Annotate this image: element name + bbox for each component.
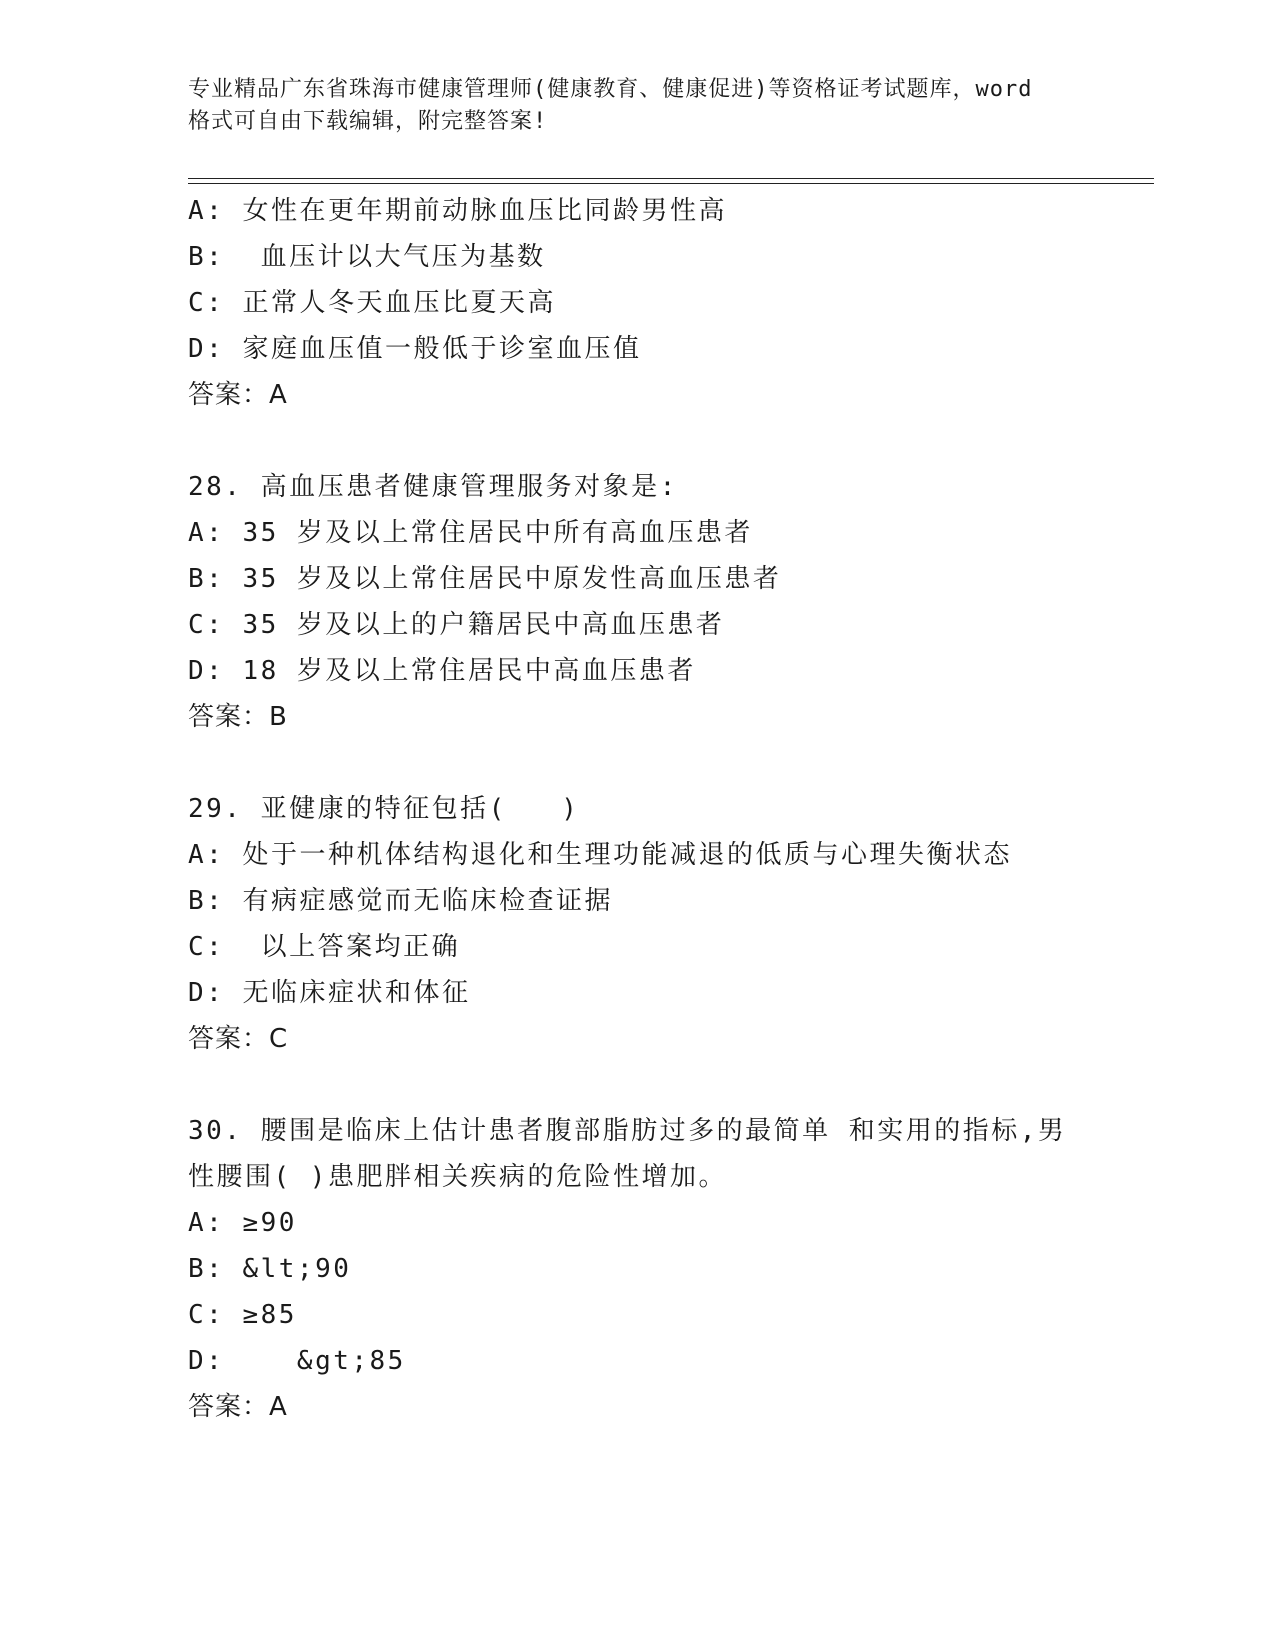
option-b: B: &lt;90 bbox=[188, 1254, 352, 1284]
question-27 bbox=[188, 188, 1168, 418]
question-list bbox=[188, 188, 1168, 1430]
header-line-2: 格式可自由下载编辑，附完整答案! bbox=[188, 109, 548, 134]
document-header bbox=[188, 74, 1088, 138]
question-29 bbox=[188, 786, 1168, 1062]
question-text-line-1: 30. 腰围是临床上估计患者腹部脂肪过多的最简单 和实用的指标,男 bbox=[188, 1116, 1067, 1146]
header-divider bbox=[188, 178, 1154, 184]
spacer bbox=[188, 418, 1168, 464]
option-d: D: 无临床症状和体征 bbox=[188, 978, 471, 1008]
spacer bbox=[188, 740, 1168, 786]
answer: 答案：B bbox=[188, 702, 288, 732]
answer: 答案：A bbox=[188, 1392, 288, 1422]
option-b: B: 血压计以大气压为基数 bbox=[188, 242, 546, 272]
answer: 答案：C bbox=[188, 1024, 289, 1054]
option-d: D: 18 岁及以上常住居民中高血压患者 bbox=[188, 656, 696, 686]
spacer bbox=[188, 1062, 1168, 1108]
option-a: A: 处于一种机体结构退化和生理功能减退的低质与心理失衡状态 bbox=[188, 840, 1012, 870]
question-30 bbox=[188, 1108, 1168, 1430]
question-text-line-2: 性腰围( )患肥胖相关疾病的危险性增加。 bbox=[188, 1162, 727, 1192]
option-a: A: ≥90 bbox=[188, 1208, 297, 1238]
question-28 bbox=[188, 464, 1168, 740]
option-a: A: 女性在更年期前动脉血压比同龄男性高 bbox=[188, 196, 727, 226]
option-d: D: &gt;85 bbox=[188, 1346, 406, 1376]
option-d: D: 家庭血压值一般低于诊室血压值 bbox=[188, 334, 642, 364]
option-c: C: 35 岁及以上的户籍居民中高血压患者 bbox=[188, 610, 725, 640]
option-c: C: 以上答案均正确 bbox=[188, 932, 461, 962]
option-a: A: 35 岁及以上常住居民中所有高血压患者 bbox=[188, 518, 753, 548]
answer: 答案：A bbox=[188, 380, 288, 410]
header-line-1: 专业精品广东省珠海市健康管理师(健康教育、健康促进)等资格证考试题库，word bbox=[188, 77, 1033, 102]
question-text: 28. 高血压患者健康管理服务对象是: bbox=[188, 472, 678, 502]
option-b: B: 有病症感觉而无临床检查证据 bbox=[188, 886, 613, 916]
option-b: B: 35 岁及以上常住居民中原发性高血压患者 bbox=[188, 564, 782, 594]
option-c: C: 正常人冬天血压比夏天高 bbox=[188, 288, 556, 318]
option-c: C: ≥85 bbox=[188, 1300, 297, 1330]
question-text: 29. 亚健康的特征包括( ) bbox=[188, 794, 580, 824]
